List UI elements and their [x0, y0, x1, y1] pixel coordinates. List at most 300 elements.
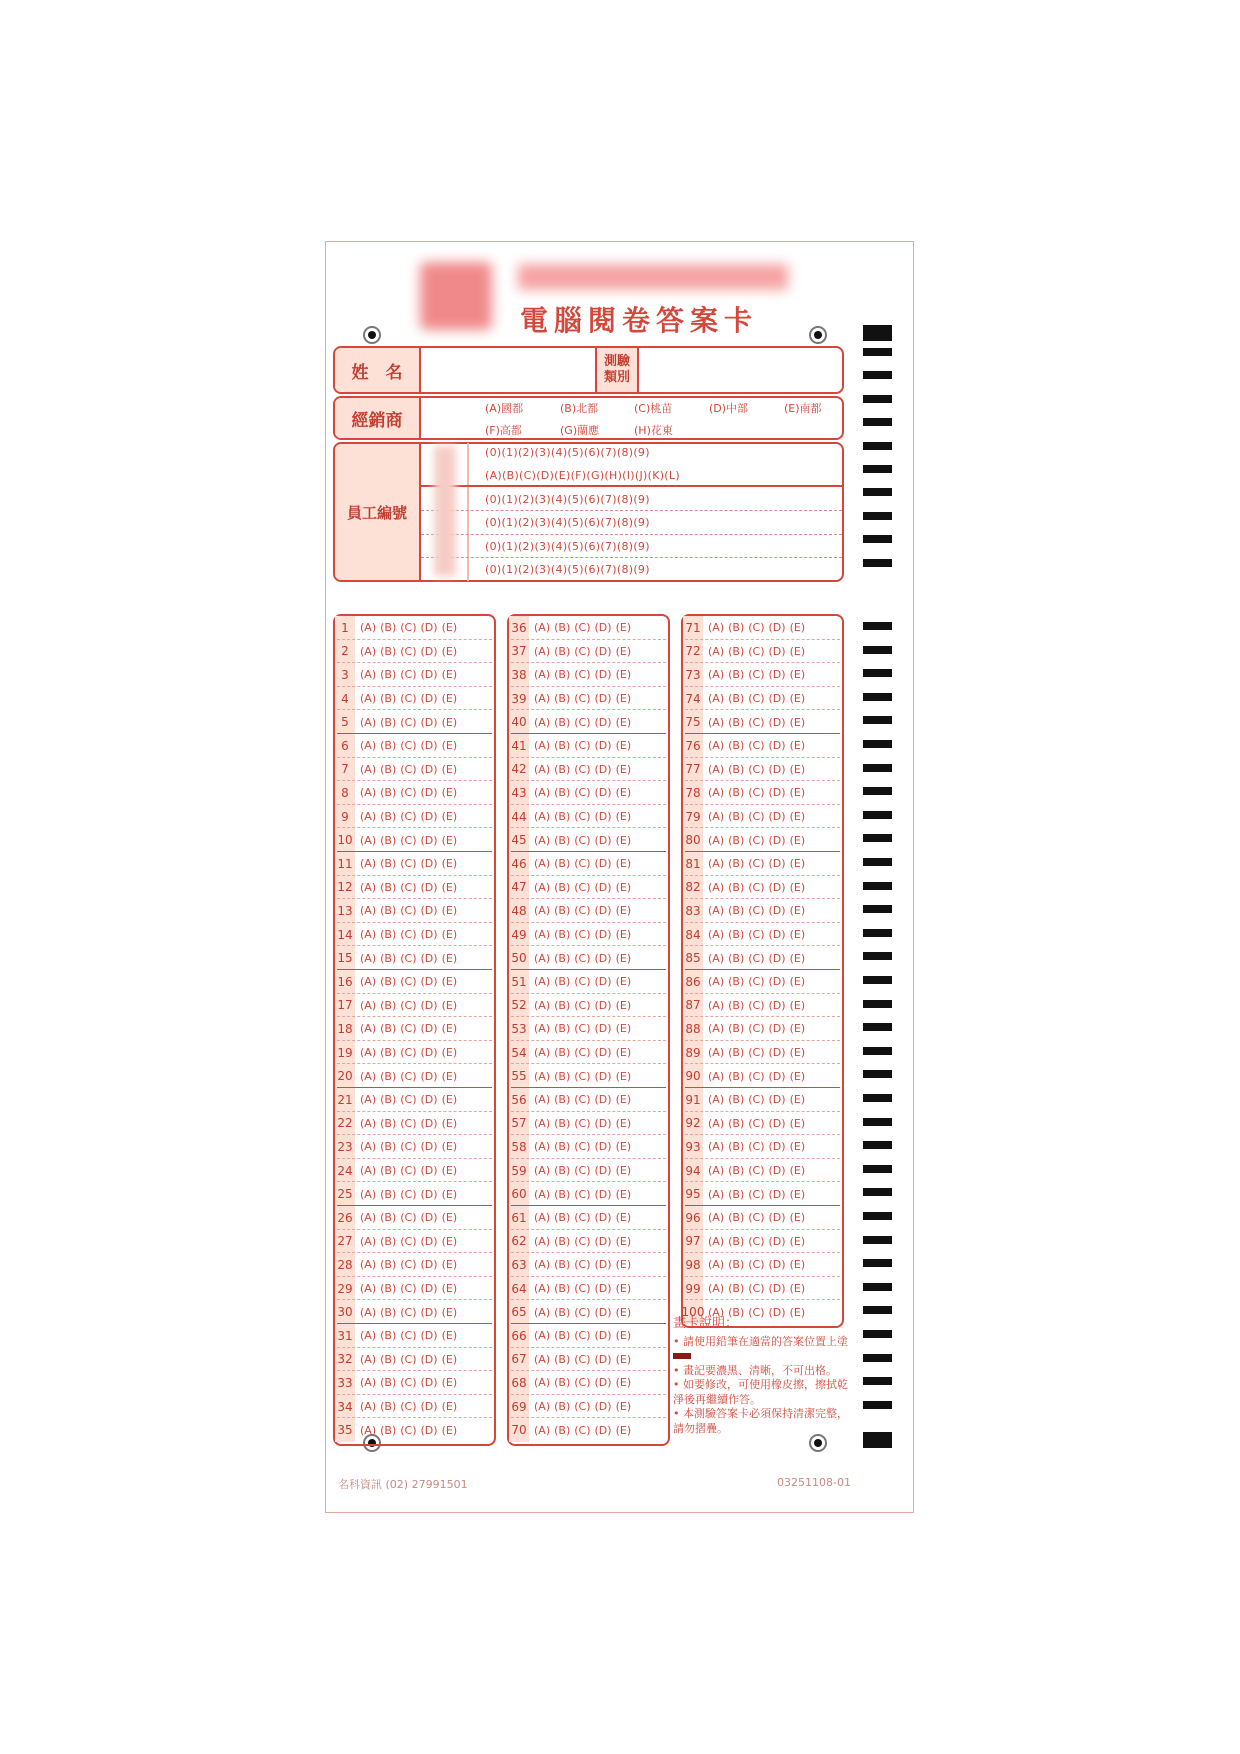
answer-bubble[interactable]: (A): [360, 904, 377, 918]
answer-bubble[interactable]: (B): [728, 998, 745, 1012]
answer-bubble[interactable]: (C): [400, 951, 417, 965]
answer-bubble[interactable]: (D): [420, 644, 438, 658]
answer-bubble[interactable]: (D): [768, 904, 786, 918]
answer-bubble[interactable]: (D): [594, 1046, 612, 1060]
answer-bubble[interactable]: (A): [360, 786, 377, 800]
answer-bubble[interactable]: (B): [380, 1329, 397, 1343]
answer-bubble[interactable]: (C): [400, 1305, 417, 1319]
answer-bubble[interactable]: (D): [420, 833, 438, 847]
answer-bubble[interactable]: (E): [441, 644, 458, 658]
answer-bubble[interactable]: (E): [789, 1211, 806, 1225]
answer-bubble[interactable]: (C): [574, 1140, 591, 1154]
answer-bubble[interactable]: (A): [360, 1211, 377, 1225]
answer-bubble[interactable]: (B): [554, 1234, 571, 1248]
answer-bubble[interactable]: (D): [420, 1046, 438, 1060]
answer-bubble[interactable]: (C): [574, 1400, 591, 1414]
answer-bubble[interactable]: (E): [441, 1187, 458, 1201]
answer-bubble[interactable]: (A): [534, 1282, 551, 1296]
answer-bubble[interactable]: (A): [708, 975, 725, 989]
answer-bubble[interactable]: (B): [728, 1187, 745, 1201]
answer-bubble[interactable]: (A): [360, 1376, 377, 1390]
answer-bubble[interactable]: (E): [789, 1093, 806, 1107]
answer-bubble[interactable]: (D): [768, 715, 786, 729]
answer-bubble[interactable]: (E): [615, 1352, 632, 1366]
answer-bubble[interactable]: (E): [789, 1046, 806, 1060]
answer-bubble[interactable]: (E): [615, 857, 632, 871]
answer-bubble[interactable]: (D): [594, 1140, 612, 1154]
answer-bubble[interactable]: (A): [534, 1305, 551, 1319]
answer-bubble[interactable]: (D): [768, 1234, 786, 1248]
answer-bubble[interactable]: (E): [789, 762, 806, 776]
answer-bubble[interactable]: (E): [441, 975, 458, 989]
answer-bubble[interactable]: (D): [594, 1093, 612, 1107]
answer-bubble[interactable]: (A): [708, 1022, 725, 1036]
answer-bubble[interactable]: (B): [728, 1234, 745, 1248]
answer-bubble[interactable]: (D): [420, 715, 438, 729]
answer-bubble[interactable]: (B): [380, 998, 397, 1012]
answer-bubble[interactable]: (E): [441, 1022, 458, 1036]
answer-bubble[interactable]: (B): [380, 786, 397, 800]
answer-bubble[interactable]: (C): [574, 1022, 591, 1036]
answer-bubble[interactable]: (A): [708, 786, 725, 800]
answer-bubble[interactable]: (E): [615, 762, 632, 776]
answer-bubble[interactable]: (D): [420, 1234, 438, 1248]
answer-bubble[interactable]: (D): [420, 998, 438, 1012]
answer-bubble[interactable]: (A): [534, 1046, 551, 1060]
answer-bubble[interactable]: (E): [441, 904, 458, 918]
answer-bubble[interactable]: (D): [768, 1211, 786, 1225]
answer-bubble[interactable]: (C): [748, 857, 765, 871]
answer-bubble[interactable]: (B): [554, 1258, 571, 1272]
answer-bubble[interactable]: (A): [708, 1116, 725, 1130]
answer-bubble[interactable]: (C): [574, 833, 591, 847]
answer-bubble[interactable]: (D): [420, 739, 438, 753]
answer-bubble[interactable]: (D): [594, 786, 612, 800]
answer-bubble[interactable]: (D): [420, 1305, 438, 1319]
answer-bubble[interactable]: (D): [594, 1329, 612, 1343]
answer-bubble[interactable]: (E): [789, 998, 806, 1012]
answer-bubble[interactable]: (C): [574, 1046, 591, 1060]
answer-bubble[interactable]: (D): [420, 1258, 438, 1272]
answer-bubble[interactable]: (A): [708, 1140, 725, 1154]
answer-bubble[interactable]: (E): [789, 1116, 806, 1130]
answer-bubble[interactable]: (E): [615, 1258, 632, 1272]
answer-bubble[interactable]: (D): [594, 644, 612, 658]
dealer-option-h[interactable]: (H)花東: [634, 424, 673, 437]
answer-bubble[interactable]: (A): [360, 1140, 377, 1154]
answer-bubble[interactable]: (A): [534, 857, 551, 871]
answer-bubble[interactable]: (C): [400, 692, 417, 706]
answer-bubble[interactable]: (E): [615, 810, 632, 824]
answer-bubble[interactable]: (D): [768, 762, 786, 776]
answer-bubble[interactable]: (C): [400, 1211, 417, 1225]
answer-bubble[interactable]: (E): [615, 1211, 632, 1225]
answer-bubble[interactable]: (B): [554, 1376, 571, 1390]
answer-bubble[interactable]: (A): [360, 833, 377, 847]
answer-bubble[interactable]: (D): [768, 1069, 786, 1083]
answer-bubble[interactable]: (D): [768, 1187, 786, 1201]
answer-bubble[interactable]: (C): [574, 786, 591, 800]
answer-bubble[interactable]: (C): [748, 1164, 765, 1178]
answer-bubble[interactable]: (C): [748, 998, 765, 1012]
answer-bubble[interactable]: (E): [441, 880, 458, 894]
answer-bubble[interactable]: (A): [708, 1164, 725, 1178]
answer-bubble[interactable]: (E): [789, 1305, 806, 1319]
answer-bubble[interactable]: (B): [380, 880, 397, 894]
answer-bubble[interactable]: (A): [708, 810, 725, 824]
answer-bubble[interactable]: (C): [574, 998, 591, 1012]
answer-bubble[interactable]: (E): [615, 1376, 632, 1390]
answer-bubble[interactable]: (D): [594, 1069, 612, 1083]
answer-bubble[interactable]: (D): [594, 762, 612, 776]
answer-bubble[interactable]: (E): [615, 1164, 632, 1178]
answer-bubble[interactable]: (B): [380, 951, 397, 965]
answer-bubble[interactable]: (E): [441, 739, 458, 753]
answer-bubble[interactable]: (C): [748, 810, 765, 824]
answer-bubble[interactable]: (C): [574, 1305, 591, 1319]
answer-bubble[interactable]: (B): [728, 1282, 745, 1296]
answer-bubble[interactable]: (E): [615, 928, 632, 942]
answer-bubble[interactable]: (C): [400, 644, 417, 658]
answer-bubble[interactable]: (B): [380, 1400, 397, 1414]
answer-bubble[interactable]: (C): [400, 1093, 417, 1107]
answer-bubble[interactable]: (C): [574, 644, 591, 658]
answer-bubble[interactable]: (C): [400, 739, 417, 753]
answer-bubble[interactable]: (E): [441, 1093, 458, 1107]
answer-bubble[interactable]: (A): [360, 1258, 377, 1272]
answer-bubble[interactable]: (D): [768, 1046, 786, 1060]
answer-bubble[interactable]: (B): [554, 1423, 571, 1437]
answer-bubble[interactable]: (A): [534, 715, 551, 729]
answer-bubble[interactable]: (B): [554, 1069, 571, 1083]
answer-bubble[interactable]: (A): [534, 692, 551, 706]
answer-bubble[interactable]: (B): [554, 621, 571, 635]
answer-bubble[interactable]: (C): [574, 1187, 591, 1201]
name-input-area[interactable]: [421, 348, 595, 392]
answer-bubble[interactable]: (E): [615, 1234, 632, 1248]
answer-bubble[interactable]: (B): [554, 715, 571, 729]
answer-bubble[interactable]: (C): [400, 998, 417, 1012]
answer-bubble[interactable]: (A): [534, 644, 551, 658]
answer-bubble[interactable]: (D): [768, 998, 786, 1012]
answer-bubble[interactable]: (D): [594, 1234, 612, 1248]
answer-bubble[interactable]: (C): [574, 1282, 591, 1296]
answer-bubble[interactable]: (D): [594, 880, 612, 894]
answer-bubble[interactable]: (A): [708, 762, 725, 776]
answer-bubble[interactable]: (A): [708, 739, 725, 753]
answer-bubble[interactable]: (C): [574, 1164, 591, 1178]
answer-bubble[interactable]: (B): [380, 833, 397, 847]
answer-bubble[interactable]: (E): [789, 1164, 806, 1178]
answer-bubble[interactable]: (D): [594, 1282, 612, 1296]
dealer-option-e[interactable]: (E)南都: [784, 402, 822, 415]
answer-bubble[interactable]: (C): [400, 1234, 417, 1248]
answer-bubble[interactable]: (C): [574, 928, 591, 942]
answer-bubble[interactable]: (C): [400, 1352, 417, 1366]
answer-bubble[interactable]: (E): [615, 1400, 632, 1414]
answer-bubble[interactable]: (B): [728, 1116, 745, 1130]
answer-bubble[interactable]: (E): [789, 715, 806, 729]
answer-bubble[interactable]: (C): [400, 668, 417, 682]
answer-bubble[interactable]: (C): [574, 715, 591, 729]
answer-bubble[interactable]: (D): [768, 880, 786, 894]
answer-bubble[interactable]: (B): [728, 975, 745, 989]
answer-bubble[interactable]: (D): [420, 1282, 438, 1296]
answer-bubble[interactable]: (E): [441, 1282, 458, 1296]
answer-bubble[interactable]: (D): [594, 715, 612, 729]
answer-bubble[interactable]: (B): [554, 1282, 571, 1296]
answer-bubble[interactable]: (E): [441, 692, 458, 706]
answer-bubble[interactable]: (A): [708, 1093, 725, 1107]
dealer-option-g[interactable]: (G)蘭應: [560, 424, 600, 437]
answer-bubble[interactable]: (A): [534, 998, 551, 1012]
answer-bubble[interactable]: (D): [420, 1352, 438, 1366]
answer-bubble[interactable]: (E): [441, 810, 458, 824]
answer-bubble[interactable]: (E): [615, 1022, 632, 1036]
answer-bubble[interactable]: (B): [554, 1400, 571, 1414]
answer-bubble[interactable]: (D): [768, 857, 786, 871]
answer-bubble[interactable]: (D): [420, 668, 438, 682]
answer-bubble[interactable]: (A): [360, 1046, 377, 1060]
answer-bubble[interactable]: (D): [420, 928, 438, 942]
answer-bubble[interactable]: (D): [420, 1164, 438, 1178]
answer-bubble[interactable]: (B): [380, 1116, 397, 1130]
answer-bubble[interactable]: (D): [420, 1116, 438, 1130]
answer-bubble[interactable]: (B): [380, 668, 397, 682]
answer-bubble[interactable]: (B): [728, 1211, 745, 1225]
answer-bubble[interactable]: (D): [768, 786, 786, 800]
answer-bubble[interactable]: (D): [420, 621, 438, 635]
answer-bubble[interactable]: (D): [594, 1022, 612, 1036]
answer-bubble[interactable]: (B): [380, 739, 397, 753]
answer-bubble[interactable]: (E): [441, 1329, 458, 1343]
answer-bubble[interactable]: (C): [748, 621, 765, 635]
answer-bubble[interactable]: (D): [768, 1258, 786, 1272]
answer-bubble[interactable]: (A): [534, 668, 551, 682]
answer-bubble[interactable]: (D): [420, 1211, 438, 1225]
answer-bubble[interactable]: (B): [380, 1305, 397, 1319]
answer-bubble[interactable]: (C): [574, 1234, 591, 1248]
answer-bubble[interactable]: (E): [615, 1282, 632, 1296]
answer-bubble[interactable]: (D): [594, 1258, 612, 1272]
answer-bubble[interactable]: (D): [594, 928, 612, 942]
answer-bubble[interactable]: (E): [789, 928, 806, 942]
dealer-option-c[interactable]: (C)桃苗: [634, 402, 673, 415]
answer-bubble[interactable]: (A): [534, 1400, 551, 1414]
answer-bubble[interactable]: (B): [728, 692, 745, 706]
answer-bubble[interactable]: (D): [594, 621, 612, 635]
answer-bubble[interactable]: (C): [748, 951, 765, 965]
answer-bubble[interactable]: (B): [728, 644, 745, 658]
answer-bubble[interactable]: (A): [708, 998, 725, 1012]
answer-bubble[interactable]: (B): [380, 1423, 397, 1437]
answer-bubble[interactable]: (D): [768, 739, 786, 753]
answer-bubble[interactable]: (D): [768, 928, 786, 942]
answer-bubble[interactable]: (E): [789, 904, 806, 918]
answer-bubble[interactable]: (E): [615, 1093, 632, 1107]
answer-bubble[interactable]: (B): [554, 833, 571, 847]
answer-bubble[interactable]: (B): [380, 1282, 397, 1296]
answer-bubble[interactable]: (D): [420, 1376, 438, 1390]
answer-bubble[interactable]: (B): [380, 1069, 397, 1083]
answer-bubble[interactable]: (B): [728, 1258, 745, 1272]
answer-bubble[interactable]: (C): [748, 762, 765, 776]
answer-bubble[interactable]: (C): [748, 786, 765, 800]
answer-bubble[interactable]: (E): [441, 762, 458, 776]
answer-bubble[interactable]: (D): [768, 1140, 786, 1154]
answer-bubble[interactable]: (C): [400, 1022, 417, 1036]
answer-bubble[interactable]: (B): [554, 904, 571, 918]
answer-bubble[interactable]: (C): [748, 1116, 765, 1130]
answer-bubble[interactable]: (D): [420, 904, 438, 918]
answer-bubble[interactable]: (A): [708, 857, 725, 871]
answer-bubble[interactable]: (A): [708, 833, 725, 847]
answer-bubble[interactable]: (A): [534, 1116, 551, 1130]
answer-bubble[interactable]: (B): [728, 810, 745, 824]
answer-bubble[interactable]: (C): [574, 1423, 591, 1437]
answer-bubble[interactable]: (E): [615, 715, 632, 729]
answer-bubble[interactable]: (D): [594, 1376, 612, 1390]
answer-bubble[interactable]: (B): [380, 1258, 397, 1272]
answer-bubble[interactable]: (B): [728, 951, 745, 965]
answer-bubble[interactable]: (C): [400, 1069, 417, 1083]
answer-bubble[interactable]: (B): [380, 904, 397, 918]
answer-bubble[interactable]: (A): [360, 1022, 377, 1036]
answer-bubble[interactable]: (B): [728, 833, 745, 847]
answer-bubble[interactable]: (A): [708, 668, 725, 682]
answer-bubble[interactable]: (A): [360, 1093, 377, 1107]
answer-bubble[interactable]: (A): [360, 644, 377, 658]
answer-bubble[interactable]: (E): [789, 880, 806, 894]
answer-bubble[interactable]: (D): [768, 621, 786, 635]
answer-bubble[interactable]: (E): [789, 1140, 806, 1154]
answer-bubble[interactable]: (C): [574, 1329, 591, 1343]
answer-bubble[interactable]: (E): [441, 1069, 458, 1083]
answer-bubble[interactable]: (E): [789, 786, 806, 800]
answer-bubble[interactable]: (A): [534, 1187, 551, 1201]
answer-bubble[interactable]: (E): [789, 833, 806, 847]
answer-bubble[interactable]: (A): [708, 880, 725, 894]
answer-bubble[interactable]: (B): [554, 692, 571, 706]
answer-bubble[interactable]: (A): [360, 621, 377, 635]
answer-bubble[interactable]: (C): [748, 880, 765, 894]
answer-bubble[interactable]: (B): [728, 1164, 745, 1178]
answer-bubble[interactable]: (C): [400, 1164, 417, 1178]
answer-bubble[interactable]: (C): [574, 668, 591, 682]
answer-bubble[interactable]: (A): [360, 975, 377, 989]
answer-bubble[interactable]: (C): [748, 928, 765, 942]
answer-bubble[interactable]: (C): [574, 762, 591, 776]
answer-bubble[interactable]: (B): [728, 715, 745, 729]
answer-bubble[interactable]: (E): [615, 786, 632, 800]
answer-bubble[interactable]: (E): [441, 1211, 458, 1225]
answer-bubble[interactable]: (C): [400, 762, 417, 776]
answer-bubble[interactable]: (D): [420, 1140, 438, 1154]
answer-bubble[interactable]: (E): [441, 857, 458, 871]
answer-bubble[interactable]: (A): [360, 880, 377, 894]
answer-bubble[interactable]: (B): [380, 644, 397, 658]
answer-bubble[interactable]: (C): [748, 1211, 765, 1225]
answer-bubble[interactable]: (A): [360, 1305, 377, 1319]
answer-bubble[interactable]: (A): [360, 692, 377, 706]
answer-bubble[interactable]: (D): [420, 1093, 438, 1107]
answer-bubble[interactable]: (C): [748, 715, 765, 729]
answer-bubble[interactable]: (D): [420, 786, 438, 800]
answer-bubble[interactable]: (C): [574, 1069, 591, 1083]
answer-bubble[interactable]: (C): [400, 1187, 417, 1201]
answer-bubble[interactable]: (E): [441, 1164, 458, 1178]
answer-bubble[interactable]: (B): [728, 621, 745, 635]
answer-bubble[interactable]: (B): [554, 951, 571, 965]
answer-bubble[interactable]: (C): [400, 1400, 417, 1414]
answer-bubble[interactable]: (C): [574, 975, 591, 989]
answer-bubble[interactable]: (B): [554, 786, 571, 800]
answer-bubble[interactable]: (A): [534, 1352, 551, 1366]
answer-bubble[interactable]: (B): [554, 1093, 571, 1107]
answer-bubble[interactable]: (C): [574, 739, 591, 753]
answer-bubble[interactable]: (B): [728, 1022, 745, 1036]
answer-bubble[interactable]: (A): [360, 1400, 377, 1414]
answer-bubble[interactable]: (A): [534, 1022, 551, 1036]
answer-bubble[interactable]: (A): [360, 1423, 377, 1437]
answer-bubble[interactable]: (B): [380, 1022, 397, 1036]
answer-bubble[interactable]: (B): [554, 928, 571, 942]
answer-bubble[interactable]: (A): [534, 1093, 551, 1107]
answer-bubble[interactable]: (C): [400, 715, 417, 729]
answer-bubble[interactable]: (E): [615, 1116, 632, 1130]
answer-bubble[interactable]: (C): [748, 1282, 765, 1296]
answer-bubble[interactable]: (C): [574, 1211, 591, 1225]
answer-bubble[interactable]: (A): [708, 692, 725, 706]
answer-bubble[interactable]: (D): [594, 1400, 612, 1414]
answer-bubble[interactable]: (D): [594, 668, 612, 682]
answer-bubble[interactable]: (A): [534, 833, 551, 847]
answer-bubble[interactable]: (A): [534, 928, 551, 942]
answer-bubble[interactable]: (A): [360, 1329, 377, 1343]
answer-bubble[interactable]: (E): [441, 1258, 458, 1272]
answer-bubble[interactable]: (E): [441, 715, 458, 729]
answer-bubble[interactable]: (D): [768, 810, 786, 824]
answer-bubble[interactable]: (E): [789, 975, 806, 989]
answer-bubble[interactable]: (D): [594, 904, 612, 918]
answer-bubble[interactable]: (D): [594, 1116, 612, 1130]
answer-bubble[interactable]: (D): [594, 1352, 612, 1366]
answer-bubble[interactable]: (D): [768, 833, 786, 847]
answer-bubble[interactable]: (E): [615, 833, 632, 847]
answer-bubble[interactable]: (E): [441, 1234, 458, 1248]
answer-bubble[interactable]: (B): [728, 668, 745, 682]
answer-bubble[interactable]: (D): [420, 1329, 438, 1343]
answer-bubble[interactable]: (C): [748, 668, 765, 682]
answer-bubble[interactable]: (A): [360, 810, 377, 824]
answer-bubble[interactable]: (C): [400, 1258, 417, 1272]
answer-bubble[interactable]: (C): [400, 1376, 417, 1390]
answer-bubble[interactable]: (A): [360, 1116, 377, 1130]
answer-bubble[interactable]: (A): [534, 1069, 551, 1083]
answer-bubble[interactable]: (E): [789, 857, 806, 871]
answer-bubble[interactable]: (A): [534, 1258, 551, 1272]
answer-bubble[interactable]: (B): [728, 928, 745, 942]
answer-bubble[interactable]: (A): [534, 904, 551, 918]
answer-bubble[interactable]: (D): [768, 975, 786, 989]
answer-bubble[interactable]: (B): [554, 1164, 571, 1178]
answer-bubble[interactable]: (A): [360, 739, 377, 753]
answer-bubble[interactable]: (E): [615, 1423, 632, 1437]
answer-bubble[interactable]: (B): [728, 904, 745, 918]
answer-bubble[interactable]: (E): [441, 951, 458, 965]
answer-bubble[interactable]: (D): [420, 762, 438, 776]
answer-bubble[interactable]: (C): [400, 810, 417, 824]
